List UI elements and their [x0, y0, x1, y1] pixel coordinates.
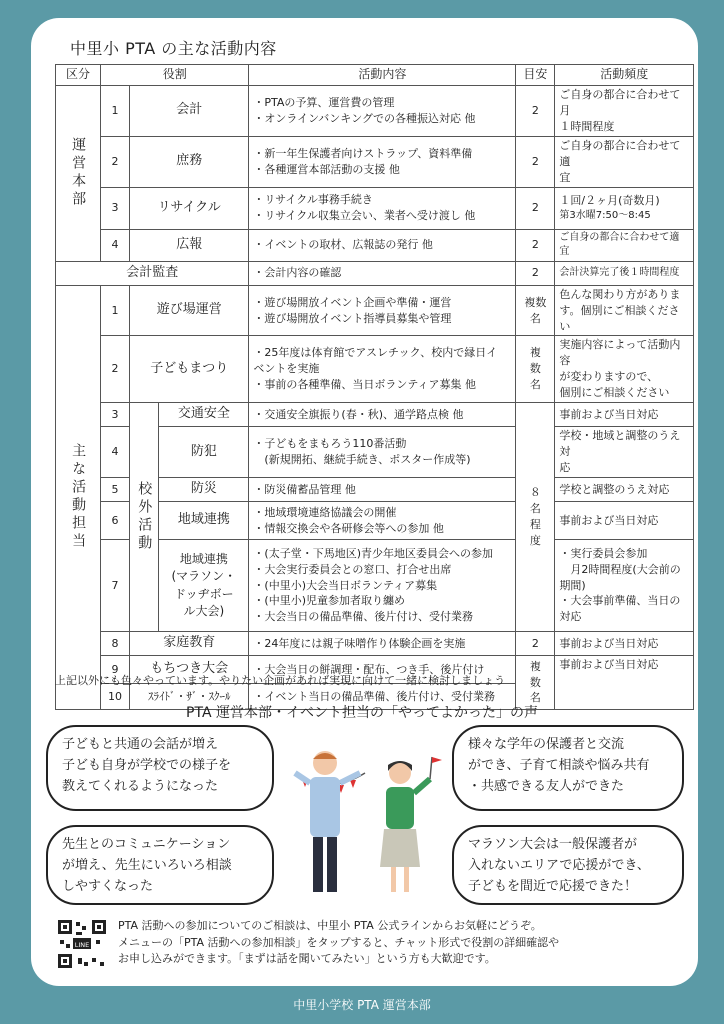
estimate-cell: 複 数 名 [516, 656, 555, 710]
frequency-cell: 事前および当日対応 [555, 632, 694, 656]
content-cell: ・25年度は体育館でアスレチック、校内で縁日イ ベントを実施 ・事前の各種準備、当日ボランティア募集 他 [249, 336, 516, 403]
content-cell: ・遊び場開放イベント企画や準備・運営 ・遊び場開放イベント指導員募集や管理 [249, 285, 516, 336]
estimate-cell: 2 [516, 229, 555, 261]
table-row [56, 336, 694, 403]
frequency-time: 第3水曜7:50〜8:45 [559, 209, 651, 221]
role-label: 広報 [130, 229, 249, 261]
role-label: 地域連携 [159, 502, 249, 540]
voices-title: PTA 運営本部・イベント担当の「やってよかった」の声 [186, 705, 538, 721]
footer-organization: 中里小学校 PTA 運営本部 [293, 998, 431, 1012]
role-label: リサイクル [130, 187, 249, 229]
frequency-cell: ご自身の都合に合わせて適 宜 [555, 136, 694, 187]
header-estimate: 目安 [516, 65, 555, 86]
content-cell: ・リサイクル事務手続き ・リサイクル収集立会い、業者へ受け渡し 他 [249, 187, 516, 229]
qr-line-label: LINE [74, 941, 90, 949]
content-cell: ・防災備蓄品管理 他 [249, 478, 516, 502]
estimate-cell: 複数 名 [516, 285, 555, 336]
table-row [56, 136, 694, 187]
role-label: 会計監査 [56, 261, 249, 285]
role-label: 子どもまつり [130, 336, 249, 403]
content-cell: ・会計内容の確認 [249, 261, 516, 285]
role-label: 遊び場運営 [130, 285, 249, 336]
table-row [56, 261, 694, 285]
role-label: 家庭教育 [130, 632, 249, 656]
table-row [56, 187, 694, 229]
row-number: 3 [101, 403, 130, 427]
row-number: 3 [101, 187, 130, 229]
row-number: 2 [101, 136, 130, 187]
row-number: 7 [101, 540, 130, 632]
content-cell: ・イベント当日の備品準備、後片付け、受付業務 [249, 684, 516, 710]
voice-bubble: 先生とのコミュニケーション が増え、先生にいろいろ相談 しやすくなった [46, 825, 274, 905]
content-cell: ・大会当日の餅調理・配布、つき手、後片付け [249, 656, 516, 684]
role-label: 庶務 [130, 136, 249, 187]
header-role: 役割 [101, 65, 249, 86]
table-row [56, 285, 694, 336]
row-number: 9 [101, 656, 130, 684]
role-label: 地域連携 (マラソン・ ドッヂボー ル大会) [159, 540, 249, 632]
group-kougai: 校外活動 [130, 403, 159, 632]
frequency-cell: ご自身の都合に合わせて月 １時間程度 [555, 86, 694, 137]
content-cell: ・子どもをまもろう110番活動 (新規開拓、継続手続き、ポスター作成等) [249, 427, 516, 478]
row-number: 4 [101, 229, 130, 261]
frequency-cell: 実施内容によって活動内容 が変わりますので、 個別にご相談ください [555, 336, 694, 403]
people-illustration [280, 745, 450, 910]
role-label: 会計 [130, 86, 249, 137]
header-category: 区分 [56, 65, 101, 86]
row-number: 10 [101, 684, 130, 710]
frequency-cell: 学校と調整のうえ対応 [555, 478, 694, 502]
estimate-cell: 2 [516, 261, 555, 285]
content-cell: ・新一年生保護者向けストラップ、資料準備 ・各種運営本部活動の支援 他 [249, 136, 516, 187]
frequency-cell: 事前および当日対応 [555, 656, 694, 710]
frequency-cell: 会計決算完了後１時間程度 [555, 261, 694, 285]
role-label: もちつき大会 [130, 656, 249, 684]
role-label: 防犯 [159, 427, 249, 478]
frequency-cell: ・実行委員会参加 月2時間程度(大会前の期間) ・大会事前準備、当日の対応 [555, 540, 694, 632]
table-row [56, 632, 694, 656]
estimate-cell: 2 [516, 632, 555, 656]
content-cell: ・交通安全旗振り(春・秋)、通学路点検 他 [249, 403, 516, 427]
estimate-cell: 2 [516, 187, 555, 229]
frequency-cell: 学校・地域と調整のうえ対 応 [555, 427, 694, 478]
frequency-line: １回/２ヶ月(奇数月) [559, 193, 660, 207]
row-number: 1 [101, 285, 130, 336]
row-number: 2 [101, 336, 130, 403]
frequency-cell: 色んな関わり方がありま す。個別にご相談ください [555, 285, 694, 336]
content-cell: ・PTAの予算、運営費の管理 ・オンラインバンキングでの各種振込対応 他 [249, 86, 516, 137]
voice-bubble: 子どもと共通の会話が増え 子ども自身が学校での様子を 教えてくれるようになった [46, 725, 274, 811]
frequency-cell: 事前および当日対応 [555, 502, 694, 540]
content-cell: ・(太子堂・下馬地区)青少年地区委員会への参加 ・大会実行委員会との窓口、打合せ出席 ・(中里小)大会当日ボランティア募集 ・(中里小)児童参加者取り纏め ・大会当日の備品準備、後片付け、受付業務 [249, 540, 516, 632]
row-number: 5 [101, 478, 130, 502]
content-cell: ・24年度には親子味噌作り体験企画を実施 [249, 632, 516, 656]
group-unei: 運営本部 [56, 86, 101, 262]
row-number: 8 [101, 632, 130, 656]
table-row [56, 86, 694, 137]
estimate-cell: ８ 名 程 度 [516, 403, 555, 632]
row-number: 6 [101, 502, 130, 540]
page-title: 中里小 PTA の主な活動内容 [70, 39, 277, 58]
table-header-row [56, 65, 694, 86]
frequency-cell [555, 187, 694, 229]
estimate-cell: 複 数 名 [516, 336, 555, 403]
estimate-cell: 2 [516, 86, 555, 137]
frequency-cell: ご自身の都合に合わせて適宜 [555, 229, 694, 261]
row-number: 1 [101, 86, 130, 137]
table-row [56, 229, 694, 261]
role-label: 交通安全 [159, 403, 249, 427]
header-frequency: 活動頻度 [555, 65, 694, 86]
frequency-cell: 事前および当日対応 [555, 403, 694, 427]
voice-bubble: マラソン大会は一般保護者が 入れないエリアで応援ができ、 子どもを間近で応援できた！ [452, 825, 684, 905]
table-row [56, 403, 694, 427]
line-qr-code[interactable] [56, 918, 108, 970]
role-label: 防災 [159, 478, 249, 502]
estimate-cell: 2 [516, 136, 555, 187]
header-content: 活動内容 [249, 65, 516, 86]
content-cell: ・イベントの取材、広報誌の発行 他 [249, 229, 516, 261]
role-label: ｽﾗｲﾄﾞ・ｻﾞ・ｽｸｰﾙ [130, 684, 249, 710]
voice-bubble: 様々な学年の保護者と交流 ができ、子育て相談や悩み共有 ・共感できる友人ができた [452, 725, 684, 811]
activity-table [55, 64, 694, 710]
row-number: 4 [101, 427, 130, 478]
content-cell: ・地域環境連絡協議会の開催 ・情報交換会や各研修会等への参加 他 [249, 502, 516, 540]
note-text: 上記以外にも色々やっています。やりたい企画があれば実現に向けて一緒に検討しましょう [55, 674, 506, 687]
line-guidance-text: PTA 活動への参加についてのご相談は、中里小 PTA 公式ラインからお気軽にどうぞ。 メニューの「PTA 活動への参加相談」をタップすると、チャット形式で役割の詳細確認や お申し込みができます。「まずは話を聞いてみたい」という方も大歓迎です。 [118, 919, 560, 965]
group-event: 主な活動担当 [56, 285, 101, 709]
